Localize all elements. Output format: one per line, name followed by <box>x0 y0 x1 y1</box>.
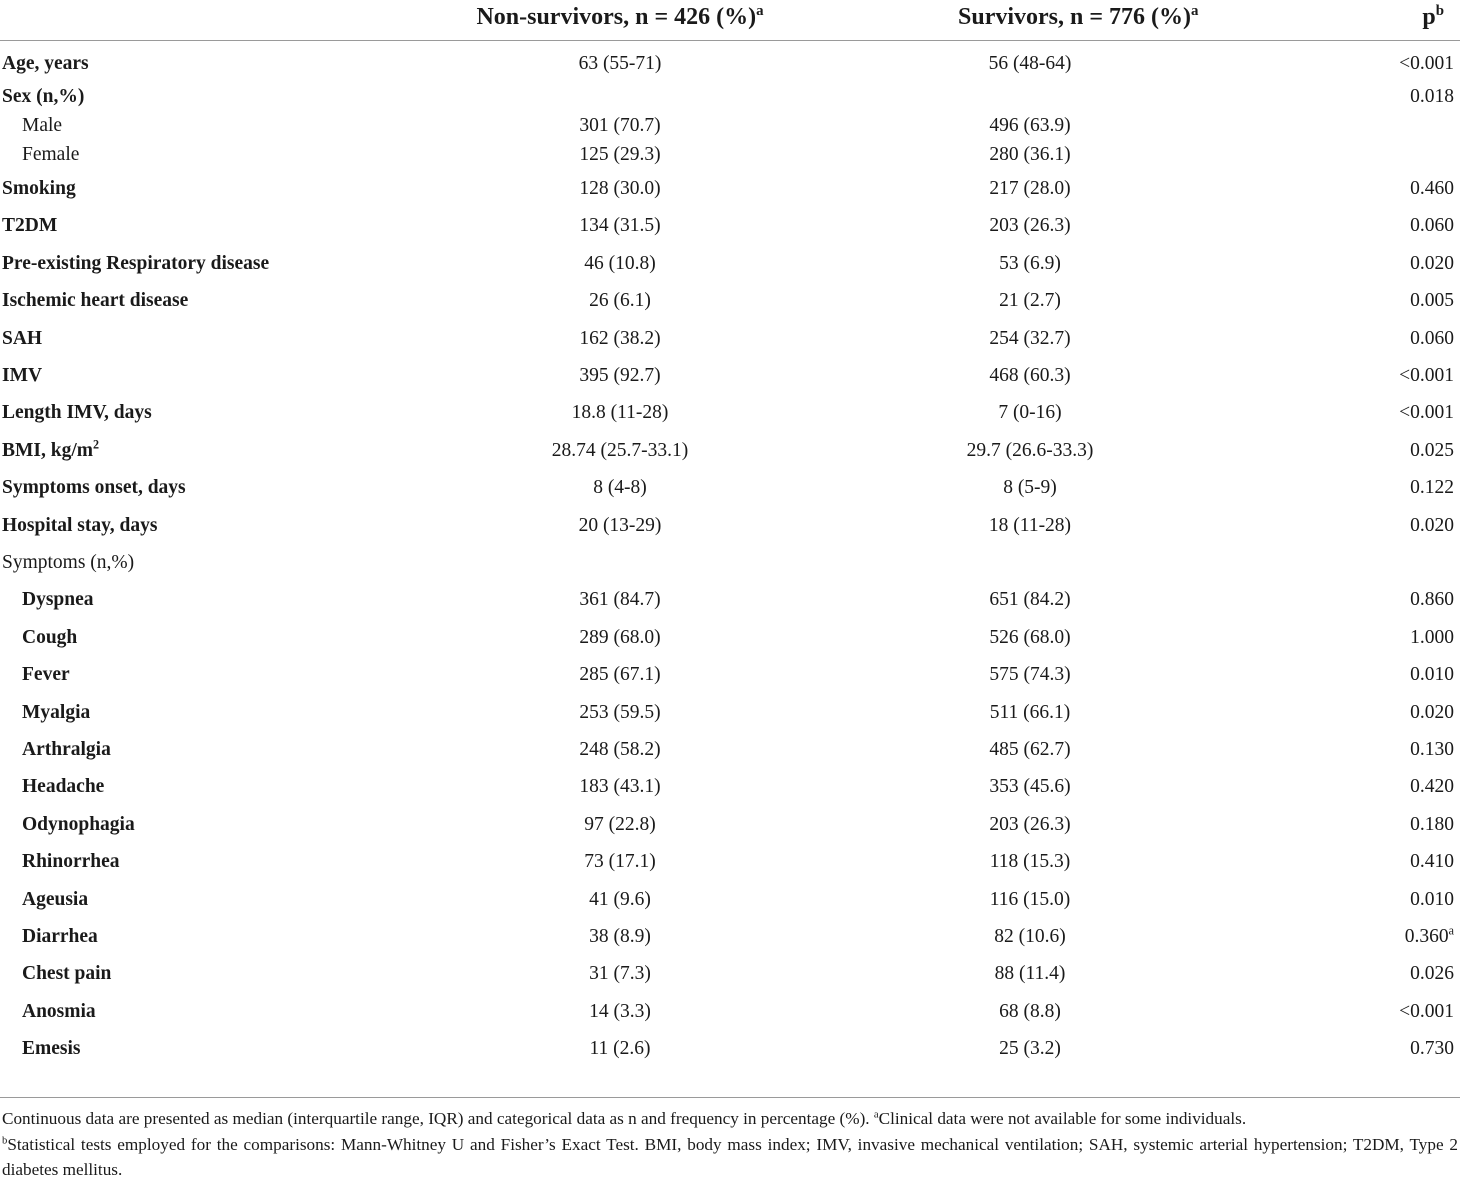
non-survivors-value: 63 (55-71) <box>578 52 662 74</box>
table-row <box>0 432 1460 469</box>
non-survivors-value: 128 (30.0) <box>579 178 661 200</box>
p-value: 0.730 <box>1410 1038 1454 1060</box>
survivors-value: 203 (26.3) <box>989 813 1071 835</box>
table-row <box>0 694 1460 731</box>
survivors-value: 651 (84.2) <box>989 589 1071 611</box>
table-row <box>0 993 1460 1030</box>
row-label: IMV <box>2 365 43 387</box>
row-label: Arthralgia <box>22 738 111 760</box>
non-survivors-value: 134 (31.5) <box>579 215 661 237</box>
survivors-value: 82 (10.6) <box>994 925 1066 947</box>
survivors-value: 8 (5-9) <box>1003 477 1057 499</box>
survivors-value: 353 (45.6) <box>989 776 1071 798</box>
p-value: 0.360$^a$ <box>1404 923 1454 947</box>
survivors-value: 280 (36.1) <box>989 144 1071 166</box>
p-value: 0.180 <box>1410 813 1454 835</box>
table-row <box>0 283 1460 320</box>
table-row <box>0 111 1460 140</box>
p-value: <0.001 <box>1399 365 1454 387</box>
non-survivors-value <box>430 544 810 581</box>
non-survivors-value: 38 (8.9) <box>589 925 651 947</box>
table-footnote: Continuous data are presented as median (interquartile range, IQR) and categorical data as n and frequency in percentage (%). $^a$Clinical data were not available for some individuals. $^b$Statistical tests employed for the comparisons: Mann-Whitney U and Fisher’s Exact Test. BMI, body mass index; IMV, invasive mechanical ventilation; SAH, systemic arterial hypertension; T2DM, Type 2 diabetes mellitus. <box>2 1109 1458 1179</box>
row-label: Rhinorrhea <box>22 851 120 873</box>
row-label: Ischemic heart disease <box>2 290 189 312</box>
survivors-value: 496 (63.9) <box>989 114 1071 136</box>
p-value: 0.005 <box>1410 290 1454 312</box>
non-survivors-value: 289 (68.0) <box>579 626 661 648</box>
non-survivors-value: 183 (43.1) <box>579 776 661 798</box>
survivors-value: 254 (32.7) <box>989 327 1071 349</box>
survivors-value: 217 (28.0) <box>989 178 1071 200</box>
p-value: 0.060 <box>1410 215 1454 237</box>
row-label: Length IMV, days <box>2 402 152 424</box>
survivors-value: 68 (8.8) <box>999 1000 1061 1022</box>
non-survivors-value: 361 (84.7) <box>579 589 661 611</box>
table-row <box>0 806 1460 843</box>
p-value: 0.018 <box>1410 85 1454 107</box>
p-value: <0.001 <box>1399 402 1454 424</box>
survivors-value: 203 (26.3) <box>989 215 1071 237</box>
row-label: Symptoms onset, days <box>2 477 186 499</box>
row-label: Chest pain <box>22 963 112 985</box>
survivors-value: 468 (60.3) <box>989 365 1071 387</box>
non-survivors-value: 26 (6.1) <box>589 290 651 312</box>
non-survivors-value: 46 (10.8) <box>584 252 656 274</box>
survivors-value: 18 (11-28) <box>988 514 1072 536</box>
survivors-value: 7 (0-16) <box>998 402 1062 424</box>
survivors-value: 575 (74.3) <box>989 664 1071 686</box>
survivors-value: 25 (3.2) <box>999 1038 1061 1060</box>
table-row <box>0 470 1460 507</box>
row-label: Age, years <box>2 52 89 74</box>
survivors-value: 88 (11.4) <box>994 963 1066 985</box>
table-bottom-rule <box>0 1097 1460 1098</box>
table-row <box>0 544 1460 581</box>
table-row <box>0 769 1460 806</box>
p-value <box>1375 111 1460 140</box>
table-row <box>0 881 1460 918</box>
row-label: Odynophagia <box>22 813 135 835</box>
p-value: 0.122 <box>1410 477 1454 499</box>
p-value: 0.420 <box>1410 776 1454 798</box>
p-value: 1.000 <box>1410 626 1454 648</box>
non-survivors-value: 395 (92.7) <box>579 365 661 387</box>
row-label: Ageusia <box>22 888 89 910</box>
row-label: Emesis <box>22 1038 81 1060</box>
p-value: 0.010 <box>1410 664 1454 686</box>
non-survivors-value: 31 (7.3) <box>589 963 651 985</box>
row-label: Pre-existing Respiratory disease <box>2 252 270 274</box>
non-survivors-value: 73 (17.1) <box>584 851 656 873</box>
p-value: 0.020 <box>1410 252 1454 274</box>
table-row <box>0 82 1460 111</box>
p-value: 0.025 <box>1410 439 1454 461</box>
header-survivors: Survivors, n = 776 (%)$^a$ <box>810 0 1375 41</box>
survivors-value: 511 (66.1) <box>989 701 1071 723</box>
table-row <box>0 170 1460 207</box>
non-survivors-value: 97 (22.8) <box>584 813 656 835</box>
p-value: 0.410 <box>1410 851 1454 873</box>
non-survivors-value: 8 (4-8) <box>593 477 647 499</box>
table-row <box>0 208 1460 245</box>
non-survivors-value: 14 (3.3) <box>589 1000 651 1022</box>
non-survivors-value: 253 (59.5) <box>579 701 661 723</box>
table-row <box>0 656 1460 693</box>
table-row <box>0 357 1460 394</box>
survivors-value: 29.7 (26.6-33.3) <box>966 439 1094 461</box>
survivors-value: 485 (62.7) <box>989 738 1071 760</box>
table-header <box>0 0 1460 41</box>
p-value: <0.001 <box>1399 52 1454 74</box>
table-row <box>0 1030 1460 1067</box>
non-survivors-value <box>430 82 810 111</box>
p-value: 0.010 <box>1410 888 1454 910</box>
row-label: Sex (n,%) <box>2 85 85 107</box>
table-row <box>0 245 1460 282</box>
survivors-value: 56 (48-64) <box>988 52 1072 74</box>
p-value: 0.020 <box>1410 701 1454 723</box>
p-value <box>1375 140 1460 170</box>
table-row <box>0 41 1460 83</box>
table-row <box>0 956 1460 993</box>
non-survivors-value: 41 (9.6) <box>589 888 651 910</box>
row-label: Headache <box>22 776 105 798</box>
p-value: 0.020 <box>1410 514 1454 536</box>
row-label: Symptoms (n,%) <box>2 551 135 573</box>
row-label: Cough <box>22 626 78 648</box>
row-label: Fever <box>22 664 70 686</box>
row-label: Male <box>22 114 63 136</box>
header-non-survivors: Non-survivors, n = 426 (%)$^a$ <box>430 0 810 41</box>
survivors-value: 21 (2.7) <box>999 290 1061 312</box>
survivors-value: 526 (68.0) <box>989 626 1071 648</box>
non-survivors-value: 18.8 (11-28) <box>571 402 669 424</box>
row-label: Hospital stay, days <box>2 514 158 536</box>
table-row <box>0 918 1460 955</box>
p-value: 0.026 <box>1410 963 1454 985</box>
table-row <box>0 320 1460 357</box>
row-label: Female <box>22 144 80 166</box>
row-label: Smoking <box>2 178 76 200</box>
survivors-value: 53 (6.9) <box>999 252 1061 274</box>
non-survivors-value: 11 (2.6) <box>589 1038 651 1060</box>
header-p-value: $p^b$ <box>1375 0 1460 41</box>
p-value: 0.130 <box>1410 738 1454 760</box>
p-value <box>1375 544 1460 581</box>
p-value: <0.001 <box>1399 1000 1454 1022</box>
non-survivors-value: 28.74 (25.7-33.1) <box>551 439 689 461</box>
row-label: Dyspnea <box>22 589 94 611</box>
table-row <box>0 619 1460 656</box>
survivors-value: 118 (15.3) <box>989 851 1071 873</box>
row-label: T2DM <box>2 215 58 237</box>
table-row <box>0 140 1460 170</box>
survivors-value: 116 (15.0) <box>989 888 1071 910</box>
non-survivors-value: 162 (38.2) <box>579 327 661 349</box>
non-survivors-value: 20 (13-29) <box>578 514 662 536</box>
row-label: Anosmia <box>22 1000 96 1022</box>
table-row <box>0 395 1460 432</box>
non-survivors-value: 248 (58.2) <box>579 738 661 760</box>
row-label: BMI, $kg/m^2$ <box>2 437 100 461</box>
row-label: Diarrhea <box>22 925 98 947</box>
table-row <box>0 843 1460 880</box>
p-value: 0.060 <box>1410 327 1454 349</box>
p-value: 0.460 <box>1410 178 1454 200</box>
non-survivors-value: 285 (67.1) <box>579 664 661 686</box>
non-survivors-value: 125 (29.3) <box>579 144 661 166</box>
row-label: SAH <box>2 327 43 349</box>
header-label-cell <box>0 0 430 41</box>
non-survivors-value: 301 (70.7) <box>579 114 661 136</box>
table-row <box>0 582 1460 619</box>
table-body <box>0 41 1460 1068</box>
table-row <box>0 507 1460 544</box>
row-label: Myalgia <box>22 701 91 723</box>
p-value: 0.860 <box>1410 589 1454 611</box>
table-row <box>0 731 1460 768</box>
